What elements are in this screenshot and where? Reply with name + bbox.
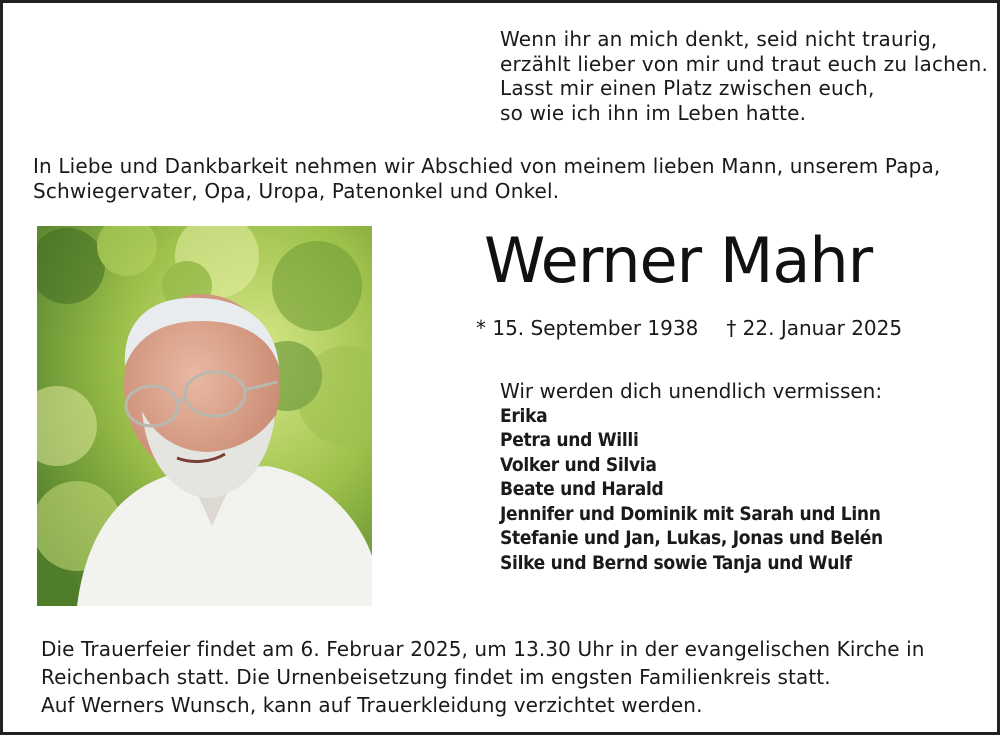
birth-date: * 15. September 1938 bbox=[476, 316, 699, 340]
mourner-name: Petra und Willi bbox=[500, 429, 639, 451]
mourners-lead: Wir werden dich unendlich vermissen: bbox=[500, 379, 883, 403]
mourner-name: Silke und Bernd sowie Tanja und Wulf bbox=[500, 551, 852, 574]
funeral-details bbox=[41, 635, 971, 719]
mourner-name: Stefanie und Jan, Lukas, Jonas und Belén bbox=[500, 527, 883, 549]
death-date: † 22. Januar 2025 bbox=[726, 316, 903, 340]
farewell-intro bbox=[33, 154, 963, 204]
portrait-photo bbox=[37, 226, 372, 606]
life-dates bbox=[476, 315, 902, 341]
funeral-detail-line: Auf Werners Wunsch, kann auf Trauerkleidung verzichtet werden. bbox=[41, 693, 703, 717]
mourner-name: Jennifer und Dominik mit Sarah und Linn bbox=[500, 502, 881, 525]
mourner-name: Beate und Harald bbox=[500, 478, 664, 500]
poem-line: erzählt lieber von mir und traut euch zu lachen. bbox=[500, 51, 988, 76]
memorial-poem bbox=[500, 27, 988, 125]
poem-line: Lasst mir einen Platz zwischen euch, bbox=[500, 76, 875, 100]
deceased-name: Werner Mahr bbox=[484, 224, 873, 297]
intro-line: In Liebe und Dankbarkeit nehmen wir Abschied von meinem lieben Mann, unserem Papa, bbox=[33, 154, 941, 178]
poem-line: so wie ich ihn im Leben hatte. bbox=[500, 100, 807, 125]
mourner-name: Erika bbox=[500, 404, 548, 427]
mourner-name: Volker und Silvia bbox=[500, 453, 657, 476]
intro-line: Schwiegervater, Opa, Uropa, Patenonkel und Onkel. bbox=[33, 179, 560, 203]
poem-line: Wenn ihr an mich denkt, seid nicht traurig, bbox=[500, 27, 938, 51]
mourners-block bbox=[500, 379, 883, 575]
funeral-detail-line: Die Trauerfeier findet am 6. Februar 2025, um 13.30 Uhr in der evangelischen Kirche in bbox=[41, 637, 925, 661]
funeral-detail-line: Reichenbach statt. Die Urnenbeisetzung findet im engsten Familienkreis statt. bbox=[41, 665, 831, 689]
